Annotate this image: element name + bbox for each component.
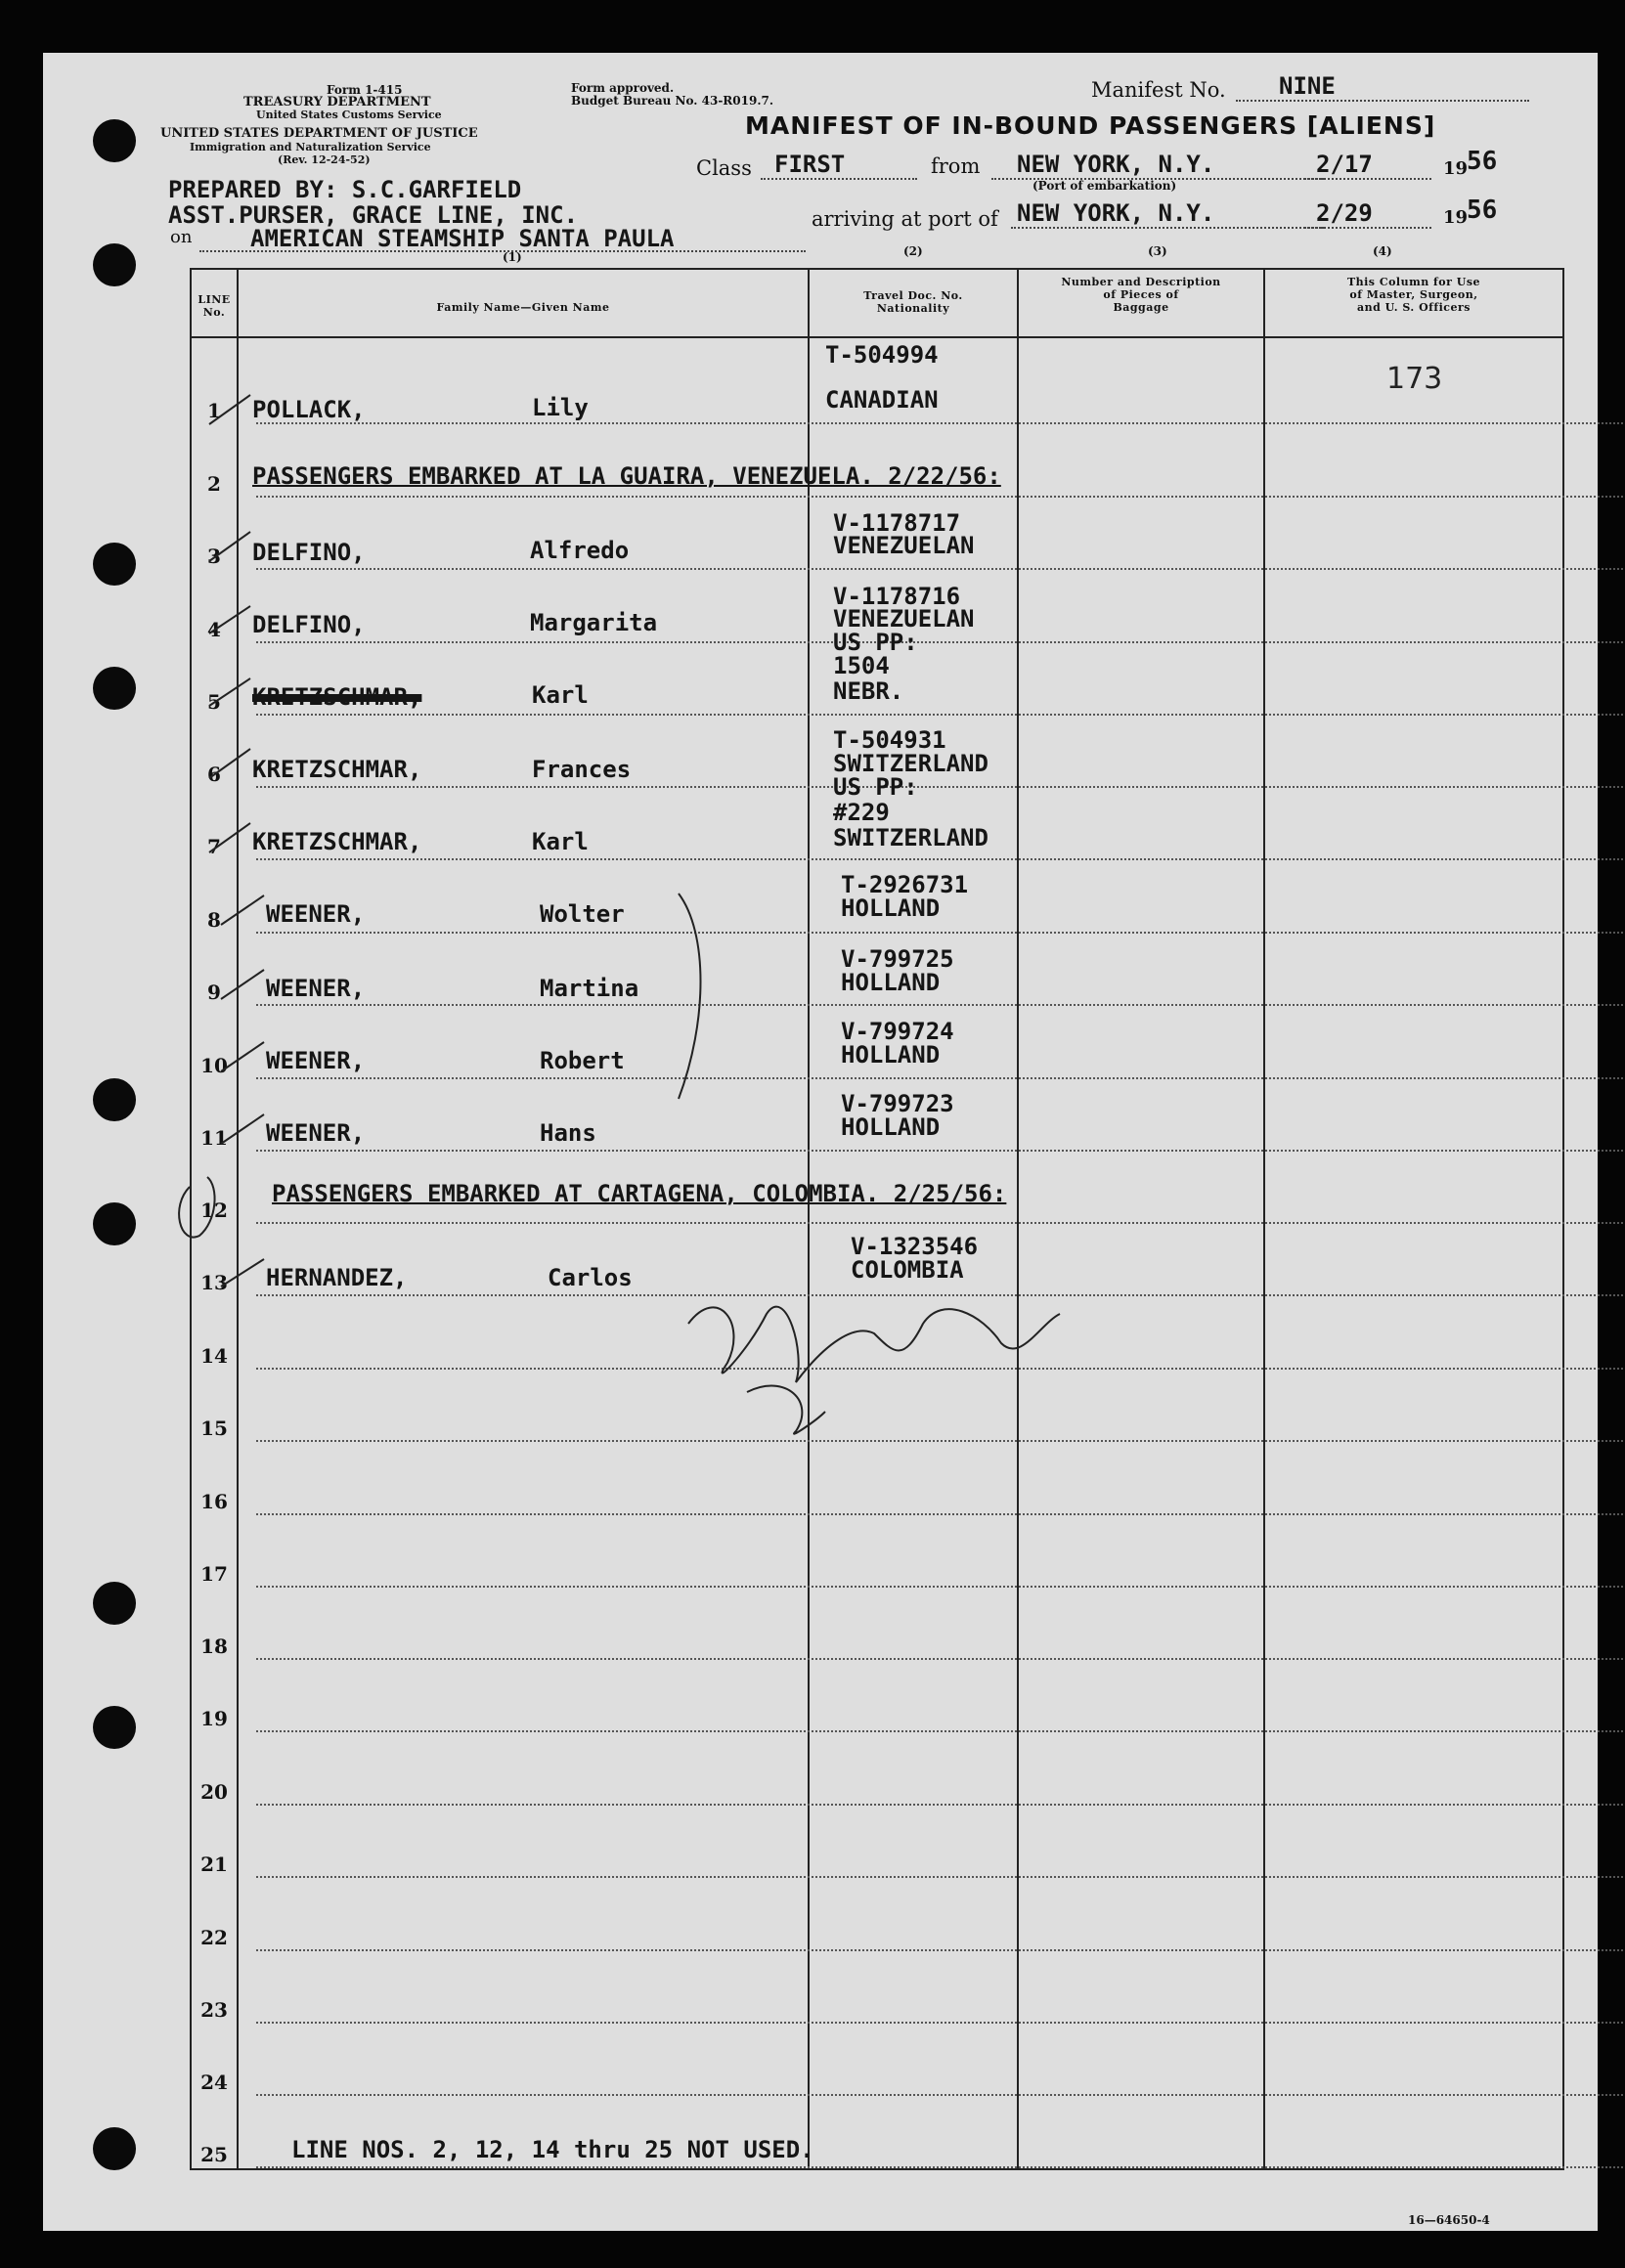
given-name: Karl [532, 681, 589, 709]
line-number: 7 [207, 835, 221, 858]
line-number: 4 [207, 618, 221, 641]
line-number: 24 [200, 2071, 228, 2094]
from-label: from [931, 154, 981, 178]
line-number: 19 [200, 1707, 228, 1730]
travel-doc-number: US PP: [833, 629, 918, 656]
from-port: NEW YORK, N.Y. [1017, 151, 1215, 178]
col-header-name: Family Name—Given Name [436, 301, 610, 314]
col-header-officers: This Column for Use of Master, Surgeon, and U. S. Officers [1346, 276, 1481, 314]
prepared-by: PREPARED BY: S.C.GARFIELD [168, 176, 522, 203]
family-name: DELFINO, [252, 611, 366, 638]
form-number: Form 1-415 [327, 83, 403, 97]
nationality: SWITZERLAND [833, 824, 988, 851]
line-number: 2 [207, 472, 221, 496]
col-num-1: (1) [503, 250, 522, 264]
from-date: 2/17 [1316, 151, 1373, 178]
travel-doc-number: V-1178716 [833, 583, 961, 610]
line-number: 16 [200, 1490, 228, 1513]
col-header-baggage: Number and Description of Pieces of Baggage [1061, 276, 1221, 314]
family-name: WEENER, [266, 975, 366, 1002]
travel-doc-number: V-799724 [841, 1018, 954, 1045]
class-value: FIRST [774, 151, 846, 178]
travel-doc-number: V-799725 [841, 945, 954, 973]
travel-doc-number: US PP: [833, 773, 918, 801]
arrival-year-prefix: 19 [1443, 207, 1469, 228]
manifest-page [43, 53, 1598, 2231]
form-revision: (Rev. 12-24-52) [278, 153, 371, 166]
given-name: Lily [532, 394, 589, 421]
customs-service: United States Customs Service [256, 109, 442, 121]
travel-doc-number: V-1323546 [851, 1233, 979, 1260]
vessel-name: AMERICAN STEAMSHIP SANTA PAULA [250, 225, 675, 252]
form-approved: Form approved. [571, 81, 675, 95]
family-name: DELFINO, [252, 539, 366, 566]
line-number: 12 [200, 1199, 228, 1222]
line-number: 18 [200, 1635, 228, 1658]
travel-doc-number: T-504994 [825, 341, 939, 369]
nationality: VENEZUELAN [833, 605, 975, 632]
manifest-title: MANIFEST OF IN-BOUND PASSENGERS [ALIENS] [745, 111, 1436, 140]
nationality: SWITZERLAND [833, 750, 988, 777]
line-number: 21 [200, 1853, 228, 1876]
nationality: NEBR. [833, 677, 904, 705]
arriving-label: arriving at port of [812, 207, 998, 231]
family-name: KRETZSCHMAR, [252, 828, 422, 855]
travel-doc-number: T-2926731 [841, 871, 969, 898]
line-number: 14 [200, 1344, 228, 1368]
unused-lines-note: LINE NOS. 2, 12, 14 thru 25 NOT USED. [291, 2136, 814, 2163]
line-number: 22 [200, 1926, 228, 1949]
family-name: WEENER, [266, 900, 366, 928]
embarkation-note: PASSENGERS EMBARKED AT LA GUAIRA, VENEZUELA. 2/22/56: [252, 462, 1001, 490]
travel-doc-number: V-799723 [841, 1090, 954, 1117]
family-name-struck: KRETZSCHMAR, [252, 683, 422, 711]
nationality: CANADIAN [825, 386, 939, 414]
given-name: Frances [532, 756, 632, 783]
line-number: 9 [207, 981, 221, 1004]
arrival-date: 2/29 [1316, 199, 1373, 227]
line-number: 25 [200, 2143, 228, 2166]
line-number: 20 [200, 1780, 228, 1804]
col-header-travel-doc: Travel Doc. No. Nationality [863, 289, 963, 315]
given-name: Hans [540, 1119, 596, 1147]
nationality: VENEZUELAN [833, 532, 975, 559]
from-year: 56 [1467, 147, 1498, 176]
family-name: HERNANDEZ, [266, 1264, 408, 1291]
from-year-prefix: 19 [1443, 158, 1469, 179]
port-of-embarkation-caption: (Port of embarkation) [1032, 179, 1177, 193]
given-name: Carlos [548, 1264, 633, 1291]
family-name: KRETZSCHMAR, [252, 756, 422, 783]
arrival-port: NEW YORK, N.Y. [1017, 199, 1215, 227]
col-num-4: (4) [1373, 244, 1392, 258]
col-header-line-no: LINE No. [198, 293, 231, 319]
nationality: COLOMBIA [851, 1256, 964, 1284]
line-number: 13 [200, 1271, 228, 1294]
manifest-no-label: Manifest No. [1091, 78, 1226, 102]
line-number: 5 [207, 690, 221, 714]
line-number: 1 [207, 399, 221, 422]
footer-code: 16—64650-4 [1408, 2213, 1490, 2227]
line-number: 15 [200, 1417, 228, 1440]
nationality: HOLLAND [841, 969, 941, 996]
given-name: Karl [532, 828, 589, 855]
line-number: 3 [207, 545, 221, 568]
budget-bureau: Budget Bureau No. 43-R019.7. [571, 94, 774, 108]
col-num-3: (3) [1148, 244, 1167, 258]
line-number: 8 [207, 908, 221, 932]
arrival-year: 56 [1467, 196, 1498, 225]
justice-department: UNITED STATES DEPARTMENT OF JUSTICE [160, 126, 478, 141]
given-name: Margarita [530, 609, 658, 636]
nationality: HOLLAND [841, 1113, 941, 1141]
nationality: HOLLAND [841, 894, 941, 922]
nationality: HOLLAND [841, 1041, 941, 1069]
on-label: on [170, 227, 193, 247]
family-name: POLLACK, [252, 396, 366, 423]
line-number: 11 [200, 1126, 228, 1150]
family-name: WEENER, [266, 1119, 366, 1147]
immigration-service: Immigration and Naturalization Service [190, 141, 431, 153]
treasury-department: TREASURY DEPARTMENT [243, 95, 431, 109]
travel-doc-number: T-504931 [833, 726, 946, 754]
travel-doc-number: #229 [833, 799, 890, 826]
officer-note: 173 [1386, 362, 1443, 396]
given-name: Martina [540, 975, 639, 1002]
travel-doc-number: V-1178717 [833, 509, 961, 537]
manifest-no-value: NINE [1279, 72, 1336, 100]
handwritten-marks [43, 53, 1598, 2231]
class-label: Class [696, 156, 752, 180]
line-number: 6 [207, 763, 221, 786]
travel-doc-number: 1504 [833, 652, 890, 679]
col-num-2: (2) [903, 244, 923, 258]
given-name: Robert [540, 1047, 625, 1074]
embarkation-note: PASSENGERS EMBARKED AT CARTAGENA, COLOMBIA. 2/25/56: [272, 1180, 1007, 1207]
purser: ASST.PURSER, GRACE LINE, INC. [168, 201, 579, 229]
line-number: 17 [200, 1562, 228, 1586]
given-name: Alfredo [530, 537, 630, 564]
line-number: 23 [200, 1998, 228, 2022]
family-name: WEENER, [266, 1047, 366, 1074]
given-name: Wolter [540, 900, 625, 928]
line-number: 10 [200, 1054, 228, 1077]
